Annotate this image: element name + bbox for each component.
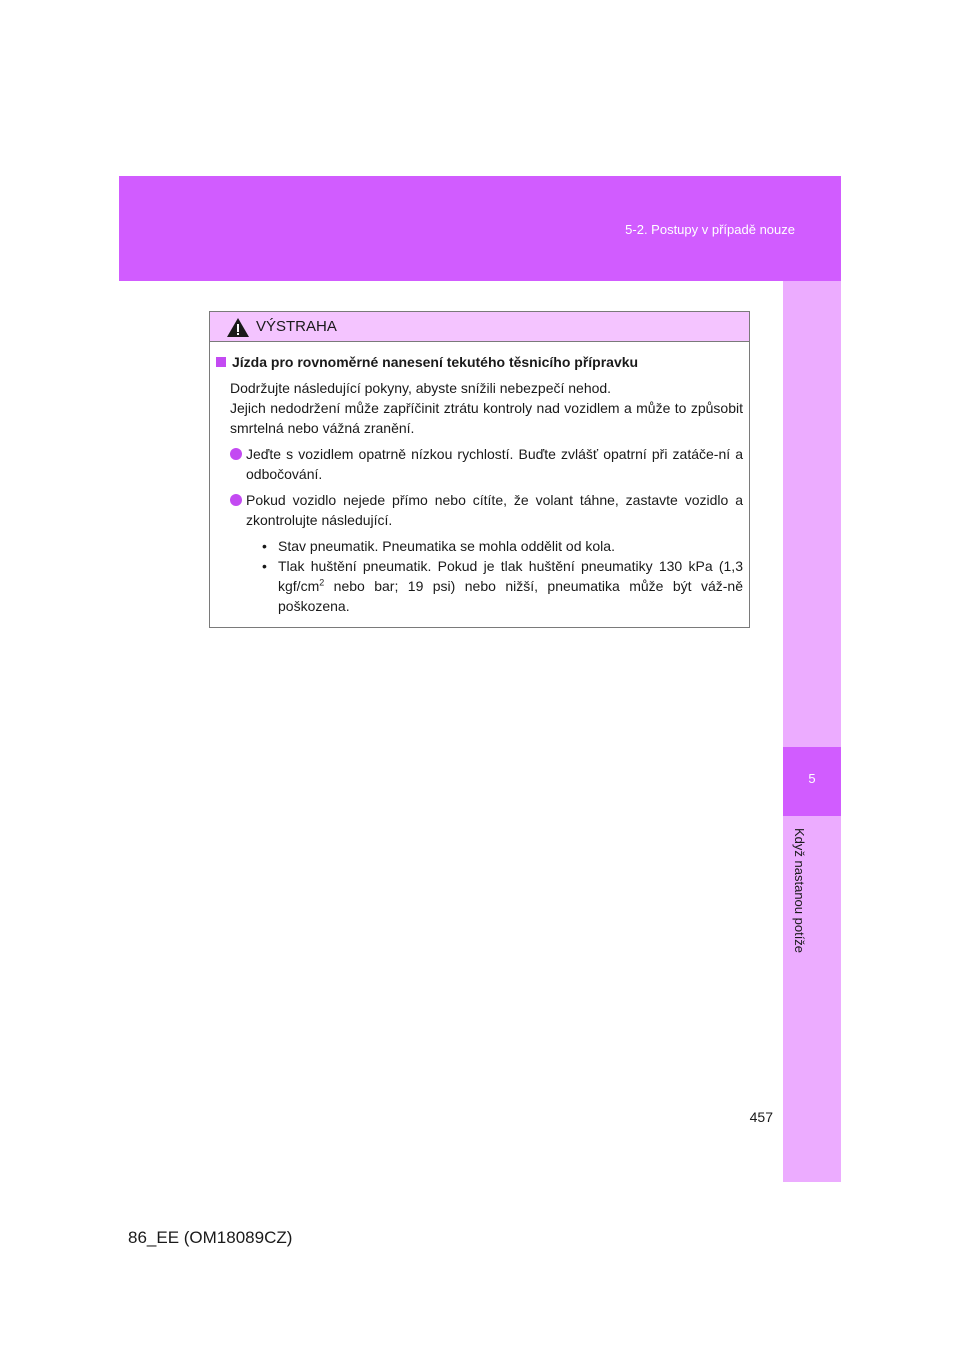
chapter-side-strip [783,281,841,1182]
sub-item-text-1: Stav pneumatik. Pneumatika se mohla oddělit od kola. [278,538,615,554]
chapter-title: Když nastanou potíže [792,828,807,954]
sub-item-text-2 [278,556,743,616]
circle-bullet-icon [230,494,242,506]
warning-triangle-icon [226,317,250,338]
warning-box [209,311,750,628]
chapter-number: 5 [808,771,816,786]
section-title: 5-2. Postupy v případě nouze [625,222,795,237]
circle-bullet-icon [230,448,242,460]
list-item [216,444,743,484]
document-code: 86_EE (OM18089CZ) [128,1228,293,1247]
warning-heading [216,352,743,372]
warning-intro [216,378,743,438]
warning-body [210,342,749,616]
bullet-content-2 [246,490,743,616]
page-number: 457 [749,1109,773,1125]
warning-header [210,312,749,342]
warning-label: VÝSTRAHA [256,318,337,335]
sub-list-item [262,536,743,556]
bullet-text-2: Pokud vozidlo nejede přímo nebo cítíte, že volant táhne, zastavte vozidlo a zkontrolujte následující. [246,492,743,528]
square-bullet-icon [216,357,226,367]
section-header-band [119,176,841,281]
sub-item-2-part-b: nebo bar; 19 psi) nebo nižší, pneumatika může být váž-ně poškozena. [278,578,743,614]
chapter-tab [783,747,841,816]
sub-item-2-part-a: Tlak huštění pneumatik. Pokud je tlak huštění pneumatiky 130 kPa (1,3 kgf/cm [278,558,743,594]
list-item [216,490,743,616]
sub-list-item [262,556,743,616]
small-bullet-icon: • [262,538,267,554]
small-bullet-icon: • [262,558,267,574]
superscript: 2 [319,577,325,588]
warning-heading-text: Jízda pro rovnoměrné nanesení tekutého těsnicího přípravku [232,354,639,370]
intro-line-2: Jejich nedodržení může zapříčinit ztrátu kontroly nad vozidlem a může to způsobit smrtelná nebo vážná zranění. [230,400,743,436]
intro-line-1: Dodržujte následující pokyny, abyste snížili nebezpečí nehod. [230,380,612,396]
bullet-text-1: Jeďte s vozidlem opatrně nízkou rychlostí. Buďte zvlášť opatrní při zatáče-ní a odbočování. [246,446,743,482]
sub-list [246,536,743,616]
